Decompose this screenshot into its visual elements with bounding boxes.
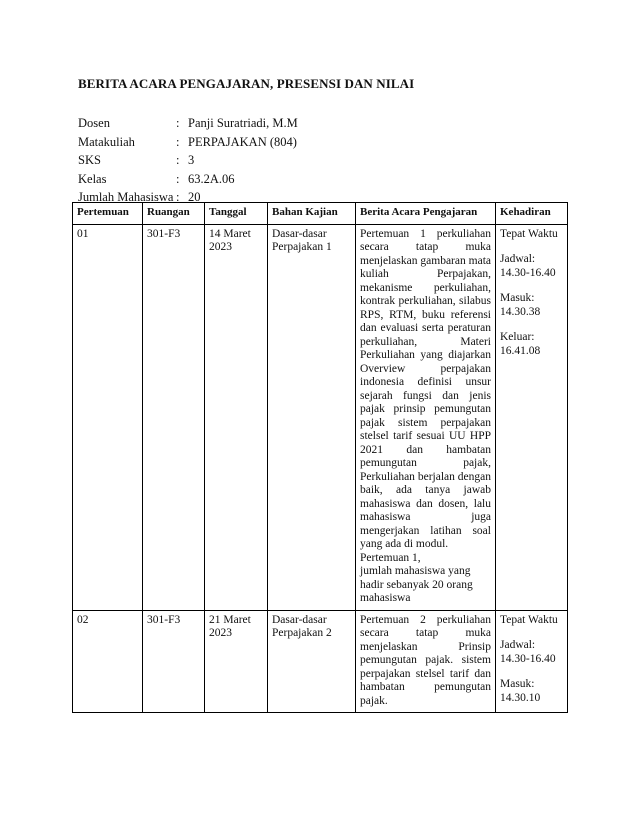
meta-value: 20 <box>188 190 201 204</box>
cell-berita-acara <box>356 224 496 610</box>
meta-row-dosen <box>78 114 298 133</box>
meta-info <box>78 114 298 207</box>
kehadiran-masuk: Masuk: 14.30.38 <box>500 292 541 318</box>
header-berita-acara: Berita Acara Pengajaran <box>356 203 496 225</box>
kehadiran-status: Tepat Waktu <box>500 613 558 626</box>
attendance-table <box>72 202 568 713</box>
kehadiran-jadwal: Jadwal: 14.30-16.40 <box>500 253 556 279</box>
meta-label: Matakuliah <box>78 134 135 149</box>
header-bahan-kajian: Bahan Kajian <box>268 203 356 225</box>
meta-row-kelas <box>78 170 298 189</box>
kehadiran-keluar: Keluar: 16.41.08 <box>500 331 541 357</box>
meta-value: PERPAJAKAN (804) <box>188 134 297 149</box>
meta-value: 3 <box>188 153 195 167</box>
meta-row-sks <box>78 151 298 170</box>
page-title: BERITA ACARA PENGAJARAN, PRESENSI DAN NILAI <box>78 76 415 91</box>
table-row <box>73 610 568 713</box>
meta-colon: : <box>176 171 180 186</box>
berita-acara-attendance: jumlah mahasiswa yang hadir sebanyak 20 orang mahasiswa <box>360 565 473 604</box>
cell-kehadiran <box>496 224 568 610</box>
table-header-row <box>73 203 568 225</box>
cell-pertemuan: 01 <box>73 224 143 610</box>
meta-colon: : <box>176 134 180 149</box>
cell-pertemuan: 02 <box>73 610 143 713</box>
header-ruangan: Ruangan <box>143 203 205 225</box>
header-tanggal: Tanggal <box>205 203 268 225</box>
berita-acara-text: Pertemuan 1 perkuliahan secara tatap muka menjelaskan gambaran mata kuliah Perpajakan, mekanisme perkuliahan, kontrak perkuliahan, silabus RPS, RTM, buku referensi dan evaluasi serta peraturan perkuliahan, Materi Perkuliahan yang diajarkan Overview perpajakan indonesia definisi unsur sejarah fungsi dan jenis pajak prinsip pemungutan pajak sistem perpajakan stelsel tarif sesuai UU HPP 2021 dan hambatan pemungutan pajak, Perkuliahan berjalan dengan baik, ada tanya jawab mahasiswa dan dosen, lalu mahasiswa juga mengerjakan latihan soal yang ada di modul. <box>360 227 491 550</box>
meta-value: 63.2A.06 <box>188 171 235 186</box>
meta-label: Jumlah Mahasiswa <box>78 190 174 204</box>
meta-label: Dosen <box>78 116 110 130</box>
berita-acara-text: Pertemuan 2 perkuliahan secara tatap muka menjelaskan Prinsip pemungutan pajak. sistem perpajakan stelsel tarif dan hambatan pemungutan pajak. <box>360 613 491 707</box>
meta-label: SKS <box>78 153 101 167</box>
cell-ruangan: 301-F3 <box>143 610 205 713</box>
cell-kehadiran <box>496 610 568 713</box>
cell-bahan-kajian: Dasar-dasar Perpajakan 2 <box>268 610 356 713</box>
meta-colon: : <box>176 190 180 204</box>
meta-row-matakuliah <box>78 133 298 152</box>
header-kehadiran: Kehadiran <box>496 203 568 225</box>
meta-value: Panji Suratriadi, M.M <box>188 116 298 130</box>
kehadiran-status: Tepat Waktu <box>500 227 558 240</box>
cell-tanggal: 21 Maret 2023 <box>205 610 268 713</box>
meta-label: Kelas <box>78 171 107 186</box>
kehadiran-jadwal: Jadwal: 14.30-16.40 <box>500 639 556 665</box>
cell-berita-acara <box>356 610 496 713</box>
cell-ruangan: 301-F3 <box>143 224 205 610</box>
cell-bahan-kajian: Dasar-dasar Perpajakan 1 <box>268 224 356 610</box>
kehadiran-masuk: Masuk: 14.30.10 <box>500 678 541 704</box>
berita-acara-tail: Pertemuan 1, <box>360 551 421 564</box>
meta-colon: : <box>176 116 180 130</box>
header-pertemuan: Pertemuan <box>73 203 143 225</box>
meta-colon: : <box>176 153 180 167</box>
table-row <box>73 224 568 610</box>
cell-tanggal: 14 Maret 2023 <box>205 224 268 610</box>
